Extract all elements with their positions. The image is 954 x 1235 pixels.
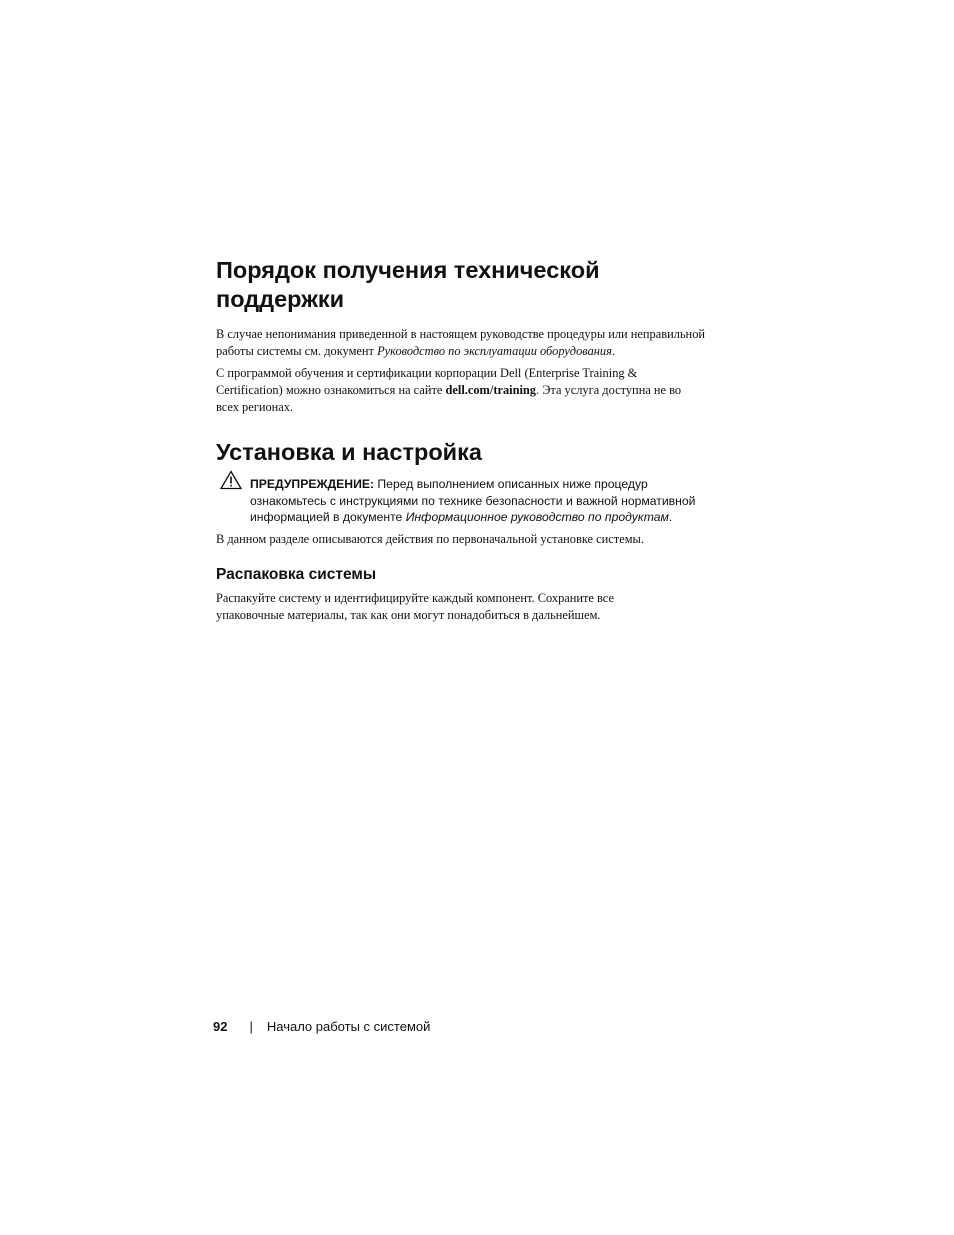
page-footer — [213, 1018, 430, 1036]
section-title-setup: Установка и настройка — [216, 439, 482, 465]
support-p1-doc-title: Руководство по эксплуатации оборудования — [377, 344, 612, 358]
support-p1-text: В случае непонимания приведенной в настоящем руководстве процедуры или неправильной работы системы см. документ — [216, 327, 706, 358]
warning-end: . — [668, 510, 673, 524]
support-p1-end: . — [611, 344, 615, 358]
warning-doc-title: Информационное руководство по продуктам — [405, 510, 669, 524]
page-number: 92 — [213, 1019, 228, 1034]
section-title-support — [216, 256, 706, 314]
support-paragraph-2 — [216, 365, 706, 416]
support-p2-text: С программой обучения и сертификации корпорации Dell (Enterprise Training & Certification) можно ознакомиться на сайте — [216, 366, 638, 397]
section-title-unpacking: Распаковка системы — [216, 565, 377, 583]
warning-triangle-icon — [220, 470, 242, 490]
support-paragraph-1 — [216, 326, 706, 360]
page-content — [216, 256, 706, 624]
section-title-support-line2: поддержки — [216, 286, 345, 312]
training-link[interactable]: dell.com/training — [445, 383, 537, 397]
warning-note — [216, 476, 706, 526]
section-title-support-line1: Порядок получения технической — [216, 257, 600, 283]
unpacking-paragraph: Распакуйте систему и идентифицируйте каждый компонент. Сохраните все упаковочные материалы, так как они могут понадобиться в дальнейшем. — [216, 590, 614, 622]
warning-label: ПРЕДУПРЕЖДЕНИЕ: — [250, 477, 375, 491]
setup-paragraph: В данном разделе описываются действия по первоначальной установке системы. — [216, 531, 644, 546]
footer-separator: | — [249, 1019, 253, 1034]
warning-text: Перед выполнением описанных ниже процедур ознакомьтесь с инструкциями по технике безопасности и важной нормативной информацией в документе — [250, 477, 696, 524]
chapter-title: Начало работы с системой — [266, 1019, 431, 1034]
support-p2-end: . Эта услуга доступна не во всех регионах. — [216, 383, 682, 414]
